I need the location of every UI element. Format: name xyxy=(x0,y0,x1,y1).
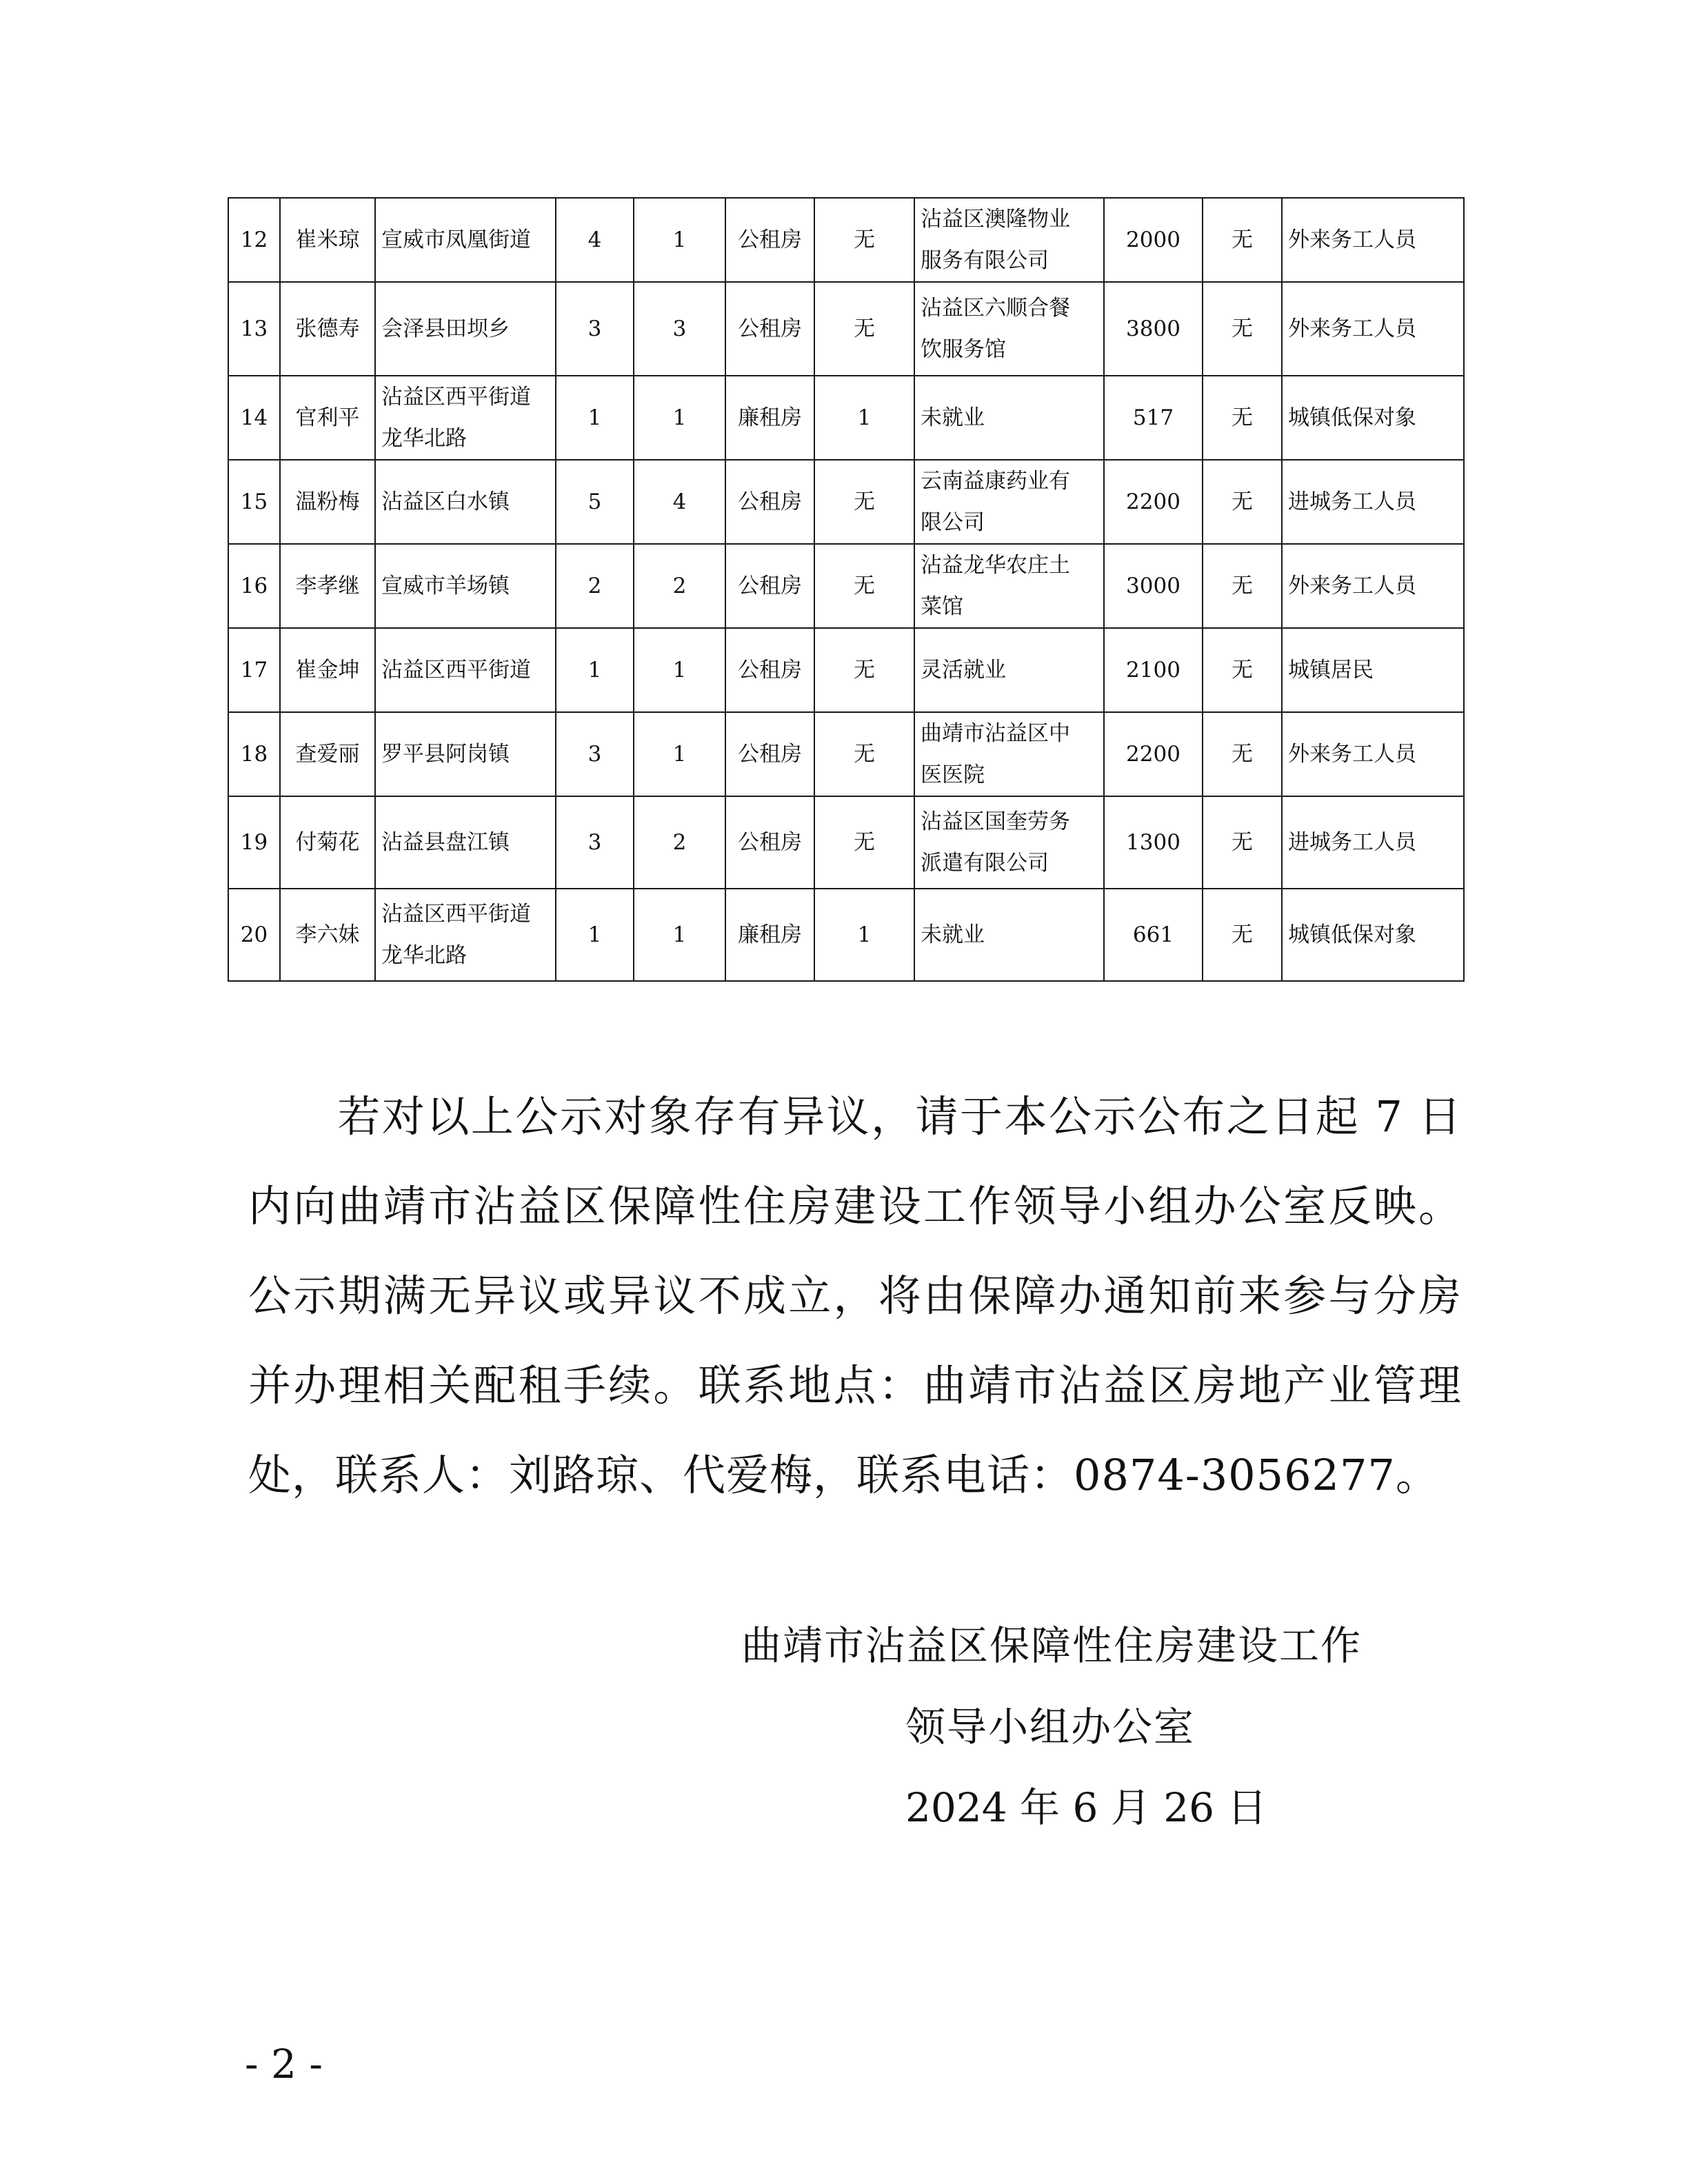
cell-employer xyxy=(914,544,1104,628)
applicant-table-body xyxy=(228,198,1464,981)
cell-housing-type: 廉租房 xyxy=(725,376,814,460)
cell-name: 付菊花 xyxy=(280,796,375,889)
cell-number: 18 xyxy=(228,712,280,796)
cell-dependents: 无 xyxy=(814,796,914,889)
cell-number: 15 xyxy=(228,460,280,544)
cell-address xyxy=(375,282,556,376)
cell-housing-type: 廉租房 xyxy=(725,889,814,981)
cell-income: 1300 xyxy=(1104,796,1203,889)
signature-org-line2: 领导小组办公室 xyxy=(905,1703,1196,1750)
cell-housing: 无 xyxy=(1203,376,1282,460)
cell-income: 517 xyxy=(1104,376,1203,460)
cell-guaranteed-count: 3 xyxy=(634,282,725,376)
cell-address xyxy=(375,198,556,282)
cell-name: 查爱丽 xyxy=(280,712,375,796)
cell-name: 崔米琼 xyxy=(280,198,375,282)
cell-family-size: 3 xyxy=(556,712,634,796)
cell-employer xyxy=(914,282,1104,376)
cell-housing: 无 xyxy=(1203,889,1282,981)
cell-category: 城镇居民 xyxy=(1282,628,1464,712)
cell-address xyxy=(375,376,556,460)
cell-employer-line: 限公司 xyxy=(921,510,985,535)
cell-family-size: 2 xyxy=(556,544,634,628)
cell-family-size: 5 xyxy=(556,460,634,544)
cell-name: 温粉梅 xyxy=(280,460,375,544)
table-row xyxy=(228,282,1464,376)
cell-employer-line: 派遣有限公司 xyxy=(921,851,1049,876)
signature-org-line1: 曲靖市沾益区保障性住房建设工作 xyxy=(741,1622,1363,1669)
cell-employer-line: 曲靖市沾益区中 xyxy=(921,721,1070,746)
cell-address-line: 沾益县盘江镇 xyxy=(381,830,510,855)
cell-housing-type: 公租房 xyxy=(725,796,814,889)
cell-housing: 无 xyxy=(1203,198,1282,282)
notice-text: 若对以上公示对象存有异议，请于本公示公布之日起 7 日内向曲靖市沾益区保障性住房建设工作领导小组办公室反映。公示期满无异议或异议不成立，将由保障办通知前来参与分房并办理相关配租手续。联系地点：曲靖市沾益区房地产业管理处，联系人：刘路琼、代爱梅，联系电话：0874-3056277。 xyxy=(248,1091,1462,1500)
cell-housing-type: 公租房 xyxy=(725,198,814,282)
cell-address-line: 沾益区白水镇 xyxy=(381,489,510,514)
cell-number: 19 xyxy=(228,796,280,889)
cell-income: 2000 xyxy=(1104,198,1203,282)
cell-category: 外来务工人员 xyxy=(1282,544,1464,628)
cell-address-line: 龙华北路 xyxy=(381,426,467,451)
cell-employer xyxy=(914,712,1104,796)
applicant-table-container xyxy=(228,197,1463,982)
cell-address-line: 沾益区西平街道 xyxy=(381,658,531,682)
cell-housing: 无 xyxy=(1203,544,1282,628)
cell-address xyxy=(375,889,556,981)
cell-employer-line: 沾益区国奎劳务 xyxy=(921,809,1070,834)
cell-income: 2100 xyxy=(1104,628,1203,712)
table-row xyxy=(228,628,1464,712)
cell-name: 官利平 xyxy=(280,376,375,460)
notice-paragraph xyxy=(248,1072,1462,1520)
cell-number: 16 xyxy=(228,544,280,628)
cell-employer-line: 饮服务馆 xyxy=(921,337,1006,362)
cell-family-size: 3 xyxy=(556,796,634,889)
cell-address-line: 沾益区西平街道 xyxy=(381,902,531,927)
cell-address xyxy=(375,544,556,628)
cell-housing: 无 xyxy=(1203,712,1282,796)
cell-category: 城镇低保对象 xyxy=(1282,889,1464,981)
cell-family-size: 4 xyxy=(556,198,634,282)
cell-address-line: 沾益区西平街道 xyxy=(381,385,531,410)
cell-category: 外来务工人员 xyxy=(1282,712,1464,796)
cell-family-size: 3 xyxy=(556,282,634,376)
cell-dependents: 无 xyxy=(814,282,914,376)
cell-name: 张德寿 xyxy=(280,282,375,376)
cell-income: 661 xyxy=(1104,889,1203,981)
cell-address-line: 龙华北路 xyxy=(381,943,467,968)
cell-dependents: 无 xyxy=(814,460,914,544)
cell-guaranteed-count: 2 xyxy=(634,544,725,628)
table-row xyxy=(228,544,1464,628)
cell-number: 17 xyxy=(228,628,280,712)
cell-name: 李六妹 xyxy=(280,889,375,981)
cell-number: 12 xyxy=(228,198,280,282)
cell-housing-type: 公租房 xyxy=(725,460,814,544)
cell-employer-line: 沾益龙华农庄土 xyxy=(921,553,1070,578)
cell-dependents: 无 xyxy=(814,198,914,282)
cell-employer xyxy=(914,796,1104,889)
cell-category: 城镇低保对象 xyxy=(1282,376,1464,460)
cell-address-line: 会泽县田坝乡 xyxy=(381,316,510,341)
cell-number: 14 xyxy=(228,376,280,460)
cell-address xyxy=(375,628,556,712)
cell-guaranteed-count: 1 xyxy=(634,376,725,460)
table-row xyxy=(228,796,1464,889)
cell-guaranteed-count: 4 xyxy=(634,460,725,544)
table-row xyxy=(228,460,1464,544)
cell-employer-line: 灵活就业 xyxy=(921,658,1006,682)
cell-employer xyxy=(914,460,1104,544)
cell-housing-type: 公租房 xyxy=(725,282,814,376)
cell-address-line: 宣威市羊场镇 xyxy=(381,574,510,598)
cell-income: 3800 xyxy=(1104,282,1203,376)
cell-guaranteed-count: 1 xyxy=(634,712,725,796)
cell-housing: 无 xyxy=(1203,628,1282,712)
cell-housing-type: 公租房 xyxy=(725,544,814,628)
cell-name: 李孝继 xyxy=(280,544,375,628)
cell-employer xyxy=(914,376,1104,460)
cell-employer-line: 云南益康药业有 xyxy=(921,469,1070,494)
applicant-table xyxy=(228,197,1465,982)
cell-income: 2200 xyxy=(1104,712,1203,796)
table-row xyxy=(228,889,1464,981)
cell-income: 3000 xyxy=(1104,544,1203,628)
cell-family-size: 1 xyxy=(556,628,634,712)
cell-number: 13 xyxy=(228,282,280,376)
cell-dependents: 1 xyxy=(814,889,914,981)
cell-housing: 无 xyxy=(1203,282,1282,376)
cell-address xyxy=(375,460,556,544)
cell-category: 外来务工人员 xyxy=(1282,282,1464,376)
cell-housing-type: 公租房 xyxy=(725,712,814,796)
cell-address-line: 宣威市凤凰街道 xyxy=(381,228,531,252)
signature-date: 2024 年 6 月 26 日 xyxy=(905,1784,1267,1831)
cell-family-size: 1 xyxy=(556,376,634,460)
table-row xyxy=(228,376,1464,460)
cell-guaranteed-count: 1 xyxy=(634,889,725,981)
cell-dependents: 无 xyxy=(814,544,914,628)
cell-employer xyxy=(914,628,1104,712)
cell-family-size: 1 xyxy=(556,889,634,981)
cell-dependents: 无 xyxy=(814,628,914,712)
cell-category: 进城务工人员 xyxy=(1282,796,1464,889)
cell-number: 20 xyxy=(228,889,280,981)
cell-employer-line: 未就业 xyxy=(921,922,985,947)
cell-employer-line: 服务有限公司 xyxy=(921,248,1049,273)
cell-employer-line: 医医院 xyxy=(921,762,985,787)
cell-housing-type: 公租房 xyxy=(725,628,814,712)
cell-employer xyxy=(914,889,1104,981)
page-number: - 2 - xyxy=(245,2041,323,2087)
table-row xyxy=(228,712,1464,796)
cell-income: 2200 xyxy=(1104,460,1203,544)
cell-category: 外来务工人员 xyxy=(1282,198,1464,282)
cell-employer xyxy=(914,198,1104,282)
cell-employer-line: 未就业 xyxy=(921,405,985,430)
cell-address-line: 罗平县阿岗镇 xyxy=(381,742,510,767)
cell-guaranteed-count: 1 xyxy=(634,628,725,712)
cell-address xyxy=(375,796,556,889)
cell-employer-line: 菜馆 xyxy=(921,594,963,619)
cell-employer-line: 沾益区澳隆物业 xyxy=(921,207,1070,232)
cell-dependents: 无 xyxy=(814,712,914,796)
cell-guaranteed-count: 2 xyxy=(634,796,725,889)
cell-housing: 无 xyxy=(1203,796,1282,889)
cell-address xyxy=(375,712,556,796)
cell-dependents: 1 xyxy=(814,376,914,460)
cell-guaranteed-count: 1 xyxy=(634,198,725,282)
table-row xyxy=(228,198,1464,282)
cell-housing: 无 xyxy=(1203,460,1282,544)
cell-employer-line: 沾益区六顺合餐 xyxy=(921,296,1070,321)
cell-category: 进城务工人员 xyxy=(1282,460,1464,544)
cell-name: 崔金坤 xyxy=(280,628,375,712)
